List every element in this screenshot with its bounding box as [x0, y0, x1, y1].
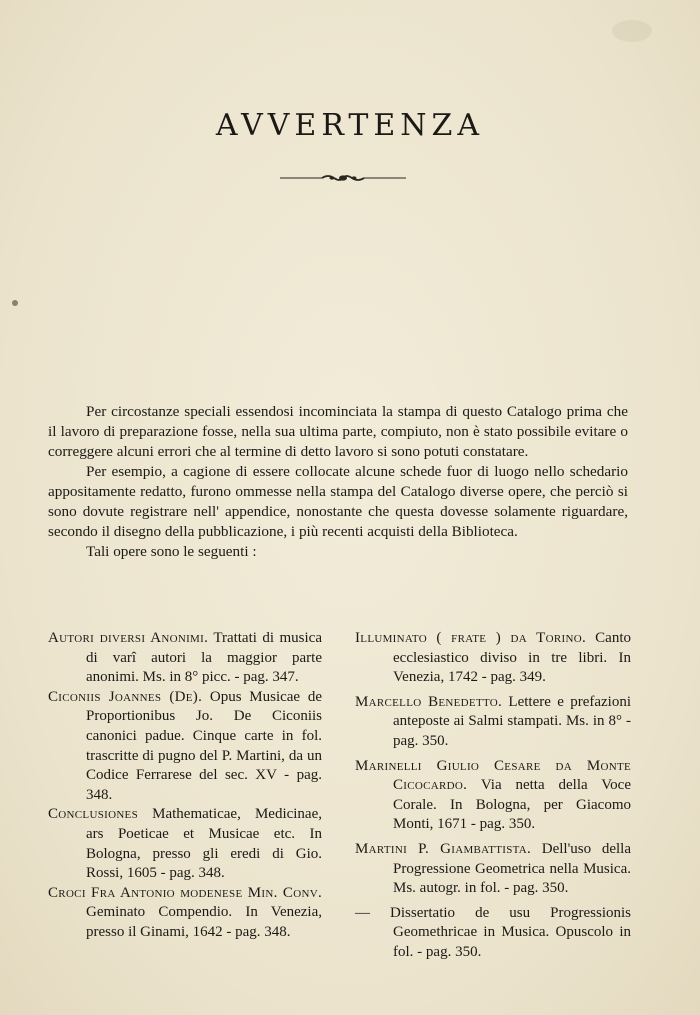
- paper-stain: [612, 20, 652, 42]
- catalog-entry: [48, 884, 322, 943]
- entry-description: Opus Musicae de Proportionibus Jo. De Ciconiis canonici padue. Cinque carte in fol. trascritte di pugno del P. Martini, da un Codice Ferrarese del sec. XV - pag. 348.: [86, 688, 322, 803]
- catalog-entry: [48, 629, 322, 688]
- entry-author: Marinelli Giulio Cesare da Monte Cicocardo.: [355, 757, 631, 794]
- entry-dash: —: [355, 904, 370, 921]
- entry-author: Conclusiones: [48, 806, 138, 823]
- ornament-divider-icon: [280, 172, 406, 184]
- entries-left-column: [48, 629, 322, 943]
- catalog-entry: [355, 840, 631, 899]
- entry-author: Ciconiis Joannes (De).: [48, 688, 203, 705]
- entry-author: Marcello Benedetto.: [355, 693, 503, 710]
- catalog-entry: [355, 629, 631, 688]
- catalog-entry: [48, 688, 322, 806]
- entry-author: Autori diversi Anonimi.: [48, 630, 209, 646]
- entry-description: Geminato Compendio. In Venezia, presso il Ginami, 1642 - pag. 348.: [86, 904, 322, 940]
- intro-paragraph: Per esempio, a cagione di essere collocate alcune schede fuor di luogo nello schedario appositamente redatto, furono ommesse nella stampa del Catalogo diverse opere, che perciò si sono dovute registrare nell' appendice, nonostante che questa dovesse solamente riguardare, secondo il disegno della pubblicazione, i più recenti acquisti della Biblioteca.: [48, 463, 628, 540]
- catalog-entry: [355, 904, 631, 963]
- entry-description: Via netta della Voce Corale. In Bologna, per Giacomo Monti, 1671 - pag. 350.: [393, 777, 631, 833]
- entry-description: Dell'uso della Progressione Geometrica nella Musica. Ms. autogr. in fol. - pag. 350.: [393, 840, 631, 897]
- intro-paragraph: Per circostanze speciali essendosi incominciata la stampa di questo Catalogo prima che il lavoro di preparazione fosse, nella sua ultima parte, compiuto, non è stato possibile evitare o correggere alcuni errori che al termine di detto lavoro si sono potuti constatare.: [48, 403, 628, 460]
- entries-right-column: [355, 629, 631, 968]
- catalog-entry: [48, 805, 322, 883]
- entry-author: Illuminato ( frate ) da Torino.: [355, 630, 586, 646]
- catalog-entry: [355, 757, 631, 835]
- entry-description: Dissertatio de usu Progressionis Geomethricae in Musica. Opuscolo in fol. - pag. 350.: [390, 904, 631, 960]
- page-heading: AVVERTENZA: [215, 108, 485, 143]
- entry-description: Lettere e prefazioni anteposte ai Salmi stampati. Ms. in 8° - pag. 350.: [393, 693, 632, 749]
- entry-description: Canto ecclesiastico diviso in tre libri. In Venezia, 1742 - pag. 349.: [393, 630, 631, 686]
- catalog-entry: [355, 693, 631, 752]
- entry-author: Croci Fra Antonio modenese Min. Conv.: [48, 884, 322, 901]
- intro-paragraph: Tali opere sono le seguenti :: [86, 543, 257, 560]
- entry-description: Mathematicae, Medicinae, ars Poeticae et Musicae etc. In Bologna, presso gli eredi di Gio. Rossi, 1605 - pag. 348.: [86, 806, 322, 882]
- entry-description: Trattati di musica di varî autori la maggior parte anonimi. Ms. in 8° picc. - pag. 347.: [86, 630, 322, 686]
- entry-author: Martini P. Giambattista.: [355, 840, 532, 857]
- introduction-text: [48, 402, 628, 562]
- ink-speck: [12, 300, 18, 306]
